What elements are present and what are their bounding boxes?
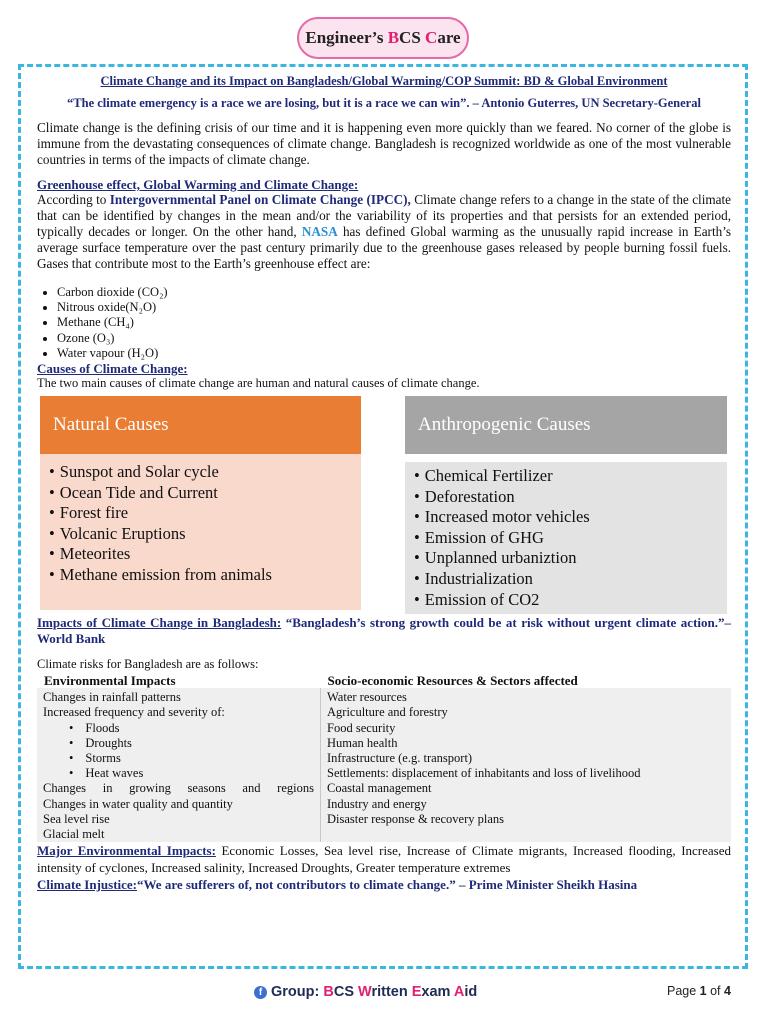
anthropogenic-causes-title: Anthropogenic Causes — [405, 396, 727, 454]
natural-cause-item: • Forest fire — [49, 503, 361, 524]
impacts-paragraph — [37, 615, 731, 647]
greenhouse-heading: Greenhouse effect, Global Warming and Climate Change: — [37, 177, 359, 192]
world-bank-quote: “Bangladesh’s strong growth could be at risk without urgent climate action.”– World Bank — [37, 615, 731, 647]
natural-cause-item: • Ocean Tide and Current — [49, 483, 361, 504]
sector-item: Human health — [327, 735, 398, 750]
major-impacts-heading: Major Environmental Impacts: — [37, 843, 216, 859]
env-impact-item: Increased frequency and severity of: — [43, 705, 225, 720]
page-of: of — [706, 984, 724, 998]
anthro-cause-item: • Deforestation — [414, 487, 727, 508]
env-sub-item: • Storms — [69, 751, 314, 766]
env-impact-item: Changes in growing seasons and regions — [43, 781, 314, 796]
env-impact-item: Changes in rainfall patterns — [43, 690, 181, 705]
gas-item: • Nitrous oxide(N₂O) — [57, 300, 731, 315]
env-impact-item: Glacial melt — [43, 827, 105, 842]
anthro-cause-item: • Chemical Fertilizer — [414, 466, 727, 487]
page-label: Page — [667, 984, 700, 998]
gas-list — [37, 285, 731, 361]
anthro-cause-item: • Increased motor vehicles — [414, 507, 727, 528]
natural-causes-title: Natural Causes — [40, 396, 361, 454]
brand-text-3: are — [437, 28, 461, 47]
climate-risks-table — [37, 673, 731, 842]
env-impact-item: Changes in water quality and quantity — [43, 796, 233, 811]
gas-item: • Methane (CH₄) — [57, 315, 731, 330]
brand-letter-b: B — [387, 28, 400, 47]
sector-item: Infrastructure (e.g. transport) — [327, 751, 473, 766]
greenhouse-text-start: According to — [37, 192, 110, 207]
sector-item: Settlements: displacement of inhabitants and loss of livelihood — [327, 766, 641, 781]
footer-text: CS — [333, 984, 359, 1000]
anthro-cause-item: • Emission of GHG — [414, 528, 727, 549]
intro-paragraph: Climate change is the defining crisis of our time and it is happening even more quickly than we feared. No corner of the globe is immune from the devastating consequences of climate change. Bangladesh is recognized worldwide as one of the most vulnerable countries in terms of the impacts of climate change. — [37, 120, 731, 167]
causes-intro: The two main causes of climate change are human and natural causes of climate change. — [37, 376, 480, 391]
gas-item: • Carbon dioxide (CO₂) — [57, 285, 731, 300]
anthropogenic-causes-panel — [405, 396, 727, 614]
sector-item: Disaster response & recovery plans — [327, 811, 505, 826]
page-title: Climate Change and its Impact on Bangladesh/Global Warming/COP Summit: BD & Global Environment — [100, 74, 668, 88]
brand-badge — [297, 17, 469, 59]
climate-injustice-paragraph — [37, 876, 731, 893]
greenhouse-text-mid: Climate change refers to a change in the state of the climate that can be identified by changes in the mean and/or the variability of its properties and that persists for an extended period, typically decades or longer. On the other hand, — [37, 192, 732, 239]
natural-causes-body — [40, 454, 361, 610]
natural-cause-item: • Methane emission from animals — [49, 565, 361, 586]
brand-text-1: Engineer’s — [305, 28, 388, 47]
brand-text-2: CS — [399, 28, 426, 47]
anthro-cause-item: • Emission of CO2 — [414, 590, 727, 611]
causes-heading: Causes of Climate Change: — [37, 361, 188, 377]
brand-letter-c: C — [425, 28, 438, 47]
page-current: 1 — [699, 984, 707, 998]
ipcc-highlight: Intergovernmental Panel on Climate Change (IPCC), — [109, 192, 411, 207]
page-number — [667, 984, 731, 998]
env-sub-item: • Floods — [69, 721, 314, 736]
footer-text: id — [464, 984, 478, 1000]
document-body — [37, 74, 731, 893]
environmental-impacts-cell — [37, 688, 321, 842]
anthropogenic-causes-body — [405, 462, 727, 614]
footer-letter: E — [411, 984, 422, 1000]
risks-intro: Climate risks for Bangladesh are as follows: — [37, 657, 259, 672]
column-header-socioeconomic: Socio-economic Resources & Sectors affected — [321, 673, 732, 688]
climate-injustice-heading: Climate Injustice: — [37, 877, 138, 893]
guterres-quote: “The climate emergency is a race we are losing, but it is a race we can win”. – Antonio Guterres, UN Secretary-General — [67, 96, 701, 110]
sector-item: Coastal management — [327, 781, 432, 796]
natural-cause-item: • Volcanic Eruptions — [49, 524, 361, 545]
natural-causes-panel — [40, 396, 361, 610]
anthro-cause-item: • Unplanned urbaniztion — [414, 548, 727, 569]
footer-letter: A — [453, 984, 465, 1000]
natural-cause-item: • Meteorites — [49, 544, 361, 565]
page-total: 4 — [724, 984, 731, 998]
severity-sublist — [43, 721, 314, 782]
major-impacts-paragraph — [37, 842, 731, 876]
hasina-quote: “We are sufferers of, not contributors to climate change.” – Prime Minister Sheikh Hasina — [137, 877, 638, 893]
footer-letter: W — [358, 984, 372, 1000]
impacts-heading: Impacts of Climate Change in Bangladesh: — [37, 615, 282, 631]
footer-text: ritten — [371, 984, 412, 1000]
gas-item: • Water vapour (H₂O) — [57, 346, 731, 361]
footer-text: xam — [421, 984, 454, 1000]
natural-cause-item: • Sunspot and Solar cycle — [49, 462, 361, 483]
footer-letter: B — [323, 984, 334, 1000]
causes-panels — [37, 393, 731, 615]
major-impacts-text: Economic Losses, Sea level rise, Increase of Climate migrants, Increased flooding, Increased intensity of cyclones, Increased salinity, Increased Droughts, Greater temperature extremes — [37, 843, 731, 876]
sector-item: Agriculture and forestry — [327, 705, 448, 720]
anthro-cause-item: • Industrialization — [414, 569, 727, 590]
greenhouse-paragraph — [37, 192, 731, 272]
socioeconomic-sectors-cell — [321, 688, 732, 842]
sector-item: Industry and energy — [327, 796, 427, 811]
nasa-highlight: NASA — [301, 224, 338, 239]
facebook-icon: f — [254, 986, 267, 999]
sector-item: Food security — [327, 720, 396, 735]
footer-group-label — [254, 984, 477, 1000]
gas-item: • Ozone (O₃) — [57, 331, 731, 346]
env-sub-item: • Heat waves — [69, 766, 314, 781]
env-impact-item: Sea level rise — [43, 811, 110, 826]
sector-item: Water resources — [327, 690, 407, 705]
footer-group-prefix: Group: — [271, 984, 324, 1000]
env-sub-item: • Droughts — [69, 736, 314, 751]
column-header-environmental: Environmental Impacts — [37, 673, 321, 688]
greenhouse-text-end: has defined Global warming as the unusually rapid increase in Earth’s average surface temperature over the past century primarily due to the greenhouse gases released by people burning fossil fuels. Gases that contribute most to the Earth’s greenhouse effect are: — [37, 224, 731, 271]
